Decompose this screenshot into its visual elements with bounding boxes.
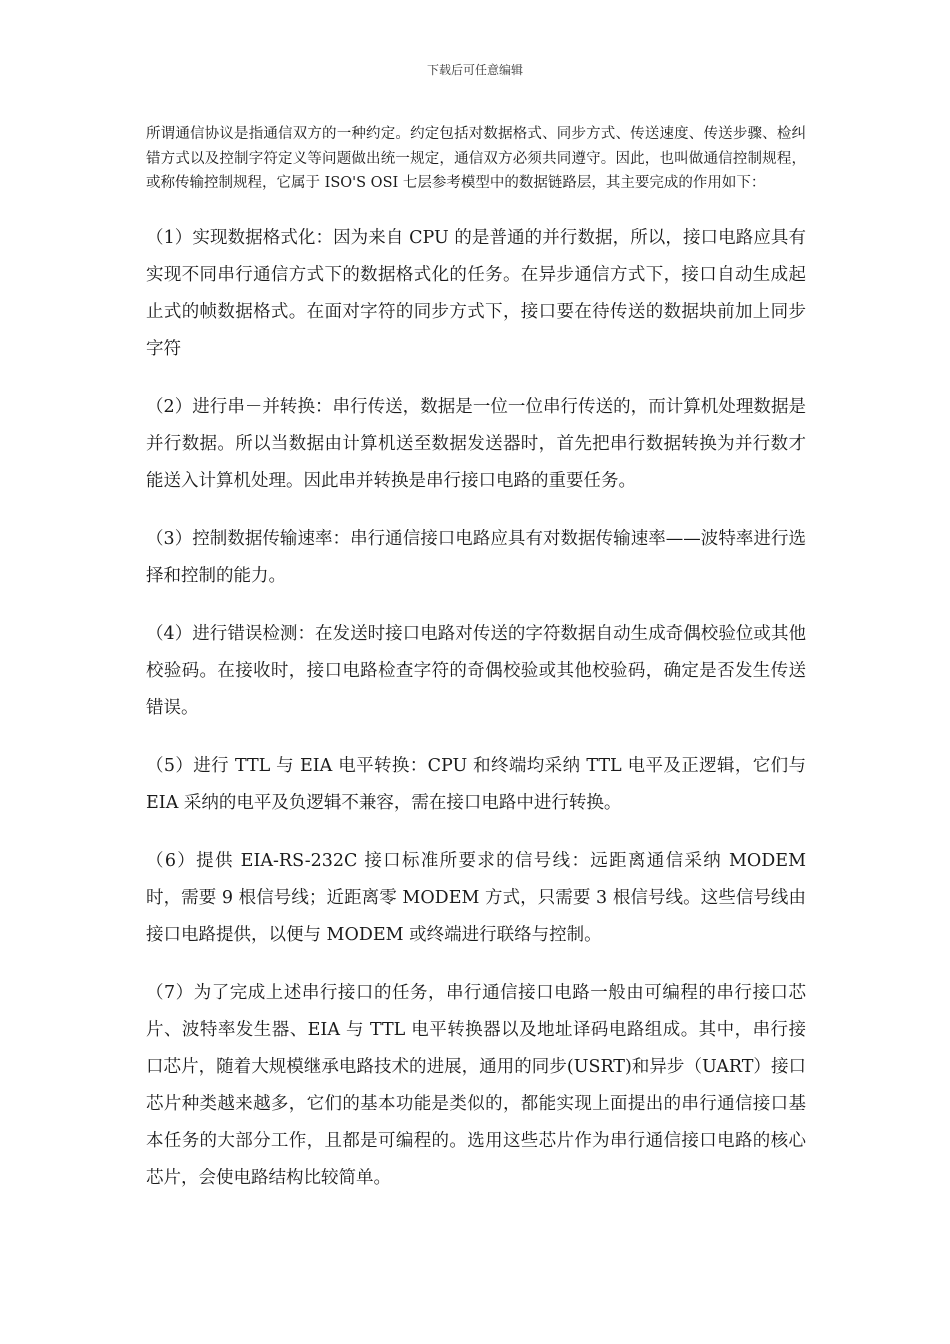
paragraph-6: （6）提供 EIA-RS-232C 接口标准所要求的信号线：远距离通信采纳 MODEM 时，需要 9 根信号线；近距离零 MODEM 方式，只需要 3 根信号线。这些信号线由接口电路提供，以便与 MODEM 或终端进行联络与控制。 [146, 850, 806, 945]
page-header: 下载后可任意编辑 [426, 63, 523, 77]
paragraph-2: （2）进行串－并转换：串行传送，数据是一位一位串行传送的，而计算机处理数据是并行数据。所以当数据由计算机送至数据发送器时，首先把串行数据转换为并行数才能送入计算机处理。因此串并转换是串行接口电路的重要任务。 [146, 396, 806, 491]
paragraph-7: （7）为了完成上述串行接口的任务，串行通信接口电路一般由可编程的串行接口芯片、波特率发生器、EIA 与 TTL 电平转换器以及地址译码电路组成。其中，串行接口芯片，随着大规模继承电路技术的进展，通用的同步(USRT)和异步（UART）接口芯片种类越来越多，它们的基本功能是类似的，都能实现上面提出的串行通信接口基本任务的大部分工作，且都是可编程的。选用这些芯片作为串行通信接口电路的核心芯片，会使电路结构比较简单。 [146, 982, 806, 1188]
paragraph-4: （4）进行错误检测：在发送时接口电路对传送的字符数据自动生成奇偶校验位或其他校验码。在接收时，接口电路检查字符的奇偶校验或其他校验码，确定是否发生传送错误。 [146, 623, 806, 718]
paragraph-3: （3）控制数据传输速率：串行通信接口电路应具有对数据传输速率——波特率进行选择和控制的能力。 [146, 528, 806, 586]
paragraph-1: （1）实现数据格式化：因为来自 CPU 的是普通的并行数据，所以，接口电路应具有实现不同串行通信方式下的数据格式化的任务。在异步通信方式下，接口自动生成起止式的帧数据格式。在面对字符的同步方式下，接口要在待传送的数据块前加上同步字符 [146, 227, 806, 359]
intro-paragraph: 所谓通信协议是指通信双方的一种约定。约定包括对数据格式、同步方式、传送速度、传送步骤、检纠错方式以及控制字符定义等问题做出统一规定，通信双方必须共同遵守。因此，也叫做通信控制规程，或称传输控制规程，它属于 ISO'S OSI 七层参考模型中的数据链路层，其主要完成的作用如下： [146, 126, 806, 191]
paragraph-5: （5）进行 TTL 与 EIA 电平转换：CPU 和终端均采纳 TTL 电平及正逻辑，它们与 EIA 采纳的电平及负逻辑不兼容，需在接口电路中进行转换。 [146, 755, 806, 813]
document-body [146, 122, 806, 1218]
